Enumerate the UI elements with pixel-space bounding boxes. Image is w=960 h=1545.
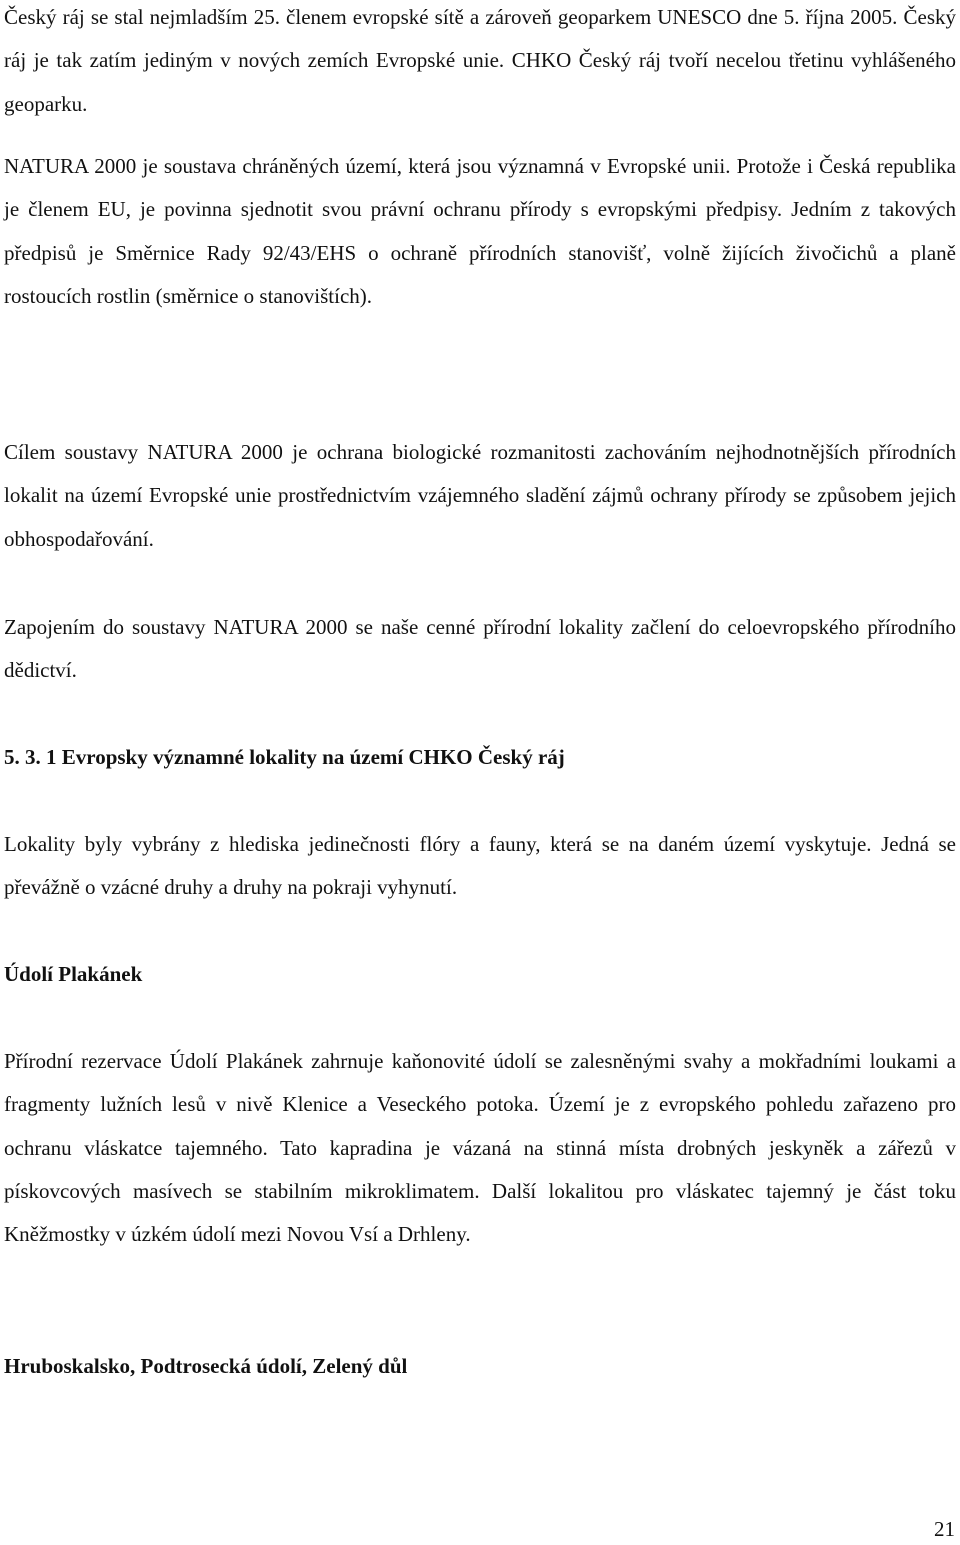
- paragraph-natura-intro: NATURA 2000 je soustava chráněných území, která jsou významná v Evropské unii. Protože i Česká republika je členem EU, je povinna sjednotit svou právní ochranu přírody s evropskými předpisy. Jedním z takových předpisů je Směrnice Rady 92/43/EHS o ochraně přírodních stanovišť, volně žijících živočichů a planě rostoucích rostlin (směrnice o stanovištích).: [4, 154, 956, 308]
- section-heading: 5. 3. 1 Evropsky významné lokality na území CHKO Český ráj: [4, 745, 565, 769]
- paragraph-localities: Lokality byly vybrány z hlediska jedinečnosti flóry a fauny, která se na daném území vyskytuje. Jedná se převážně o vzácné druhy a druhy na pokraji vyhynutí.: [4, 832, 956, 900]
- paragraph-geopark: Český ráj se stal nejmladším 25. členem evropské sítě a zároveň geoparkem UNESCO dne 5. října 2005. Český ráj je tak zatím jediným v nových zemích Evropské unie. CHKO Český ráj tvoří necelou třetinu vyhlášeného geoparku.: [4, 5, 956, 116]
- subheading-hruboskalsko: Hruboskalsko, Podtrosecká údolí, Zelený důl: [4, 1354, 408, 1378]
- paragraph-natura-heritage: Zapojením do soustavy NATURA 2000 se naše cenné přírodní lokality začlení do celoevropského přírodního dědictví.: [4, 615, 956, 683]
- paragraph-udoli-plakanek: Přírodní rezervace Údolí Plakánek zahrnuje kaňonovité údolí se zalesněnými svahy a mokřadními loukami a fragmenty lužních lesů v nivě Klenice a Veseckého potoka. Území je z evropského pohledu zařazeno pro ochranu vláskatce tajemného. Tato kapradina je vázaná na stinná místa drobných jeskyněk a zářezů v pískovcových masívech se stabilním mikroklimatem. Další lokalitou pro vláskatec tajemný je část toku Kněžmostky v úzkém údolí mezi Novou Vsí a Drhleny.: [4, 1049, 956, 1247]
- paragraph-natura-goal: Cílem soustavy NATURA 2000 je ochrana biologické rozmanitosti zachováním nejhodnotnějších přírodních lokalit na území Evropské unie prostřednictvím vzájemného sladění zájmů ochrany přírody se způsobem jejich obhospodařování.: [4, 440, 956, 551]
- page-number: 21: [934, 1517, 955, 1541]
- subheading-udoli-plakanek: Údolí Plakánek: [4, 962, 143, 986]
